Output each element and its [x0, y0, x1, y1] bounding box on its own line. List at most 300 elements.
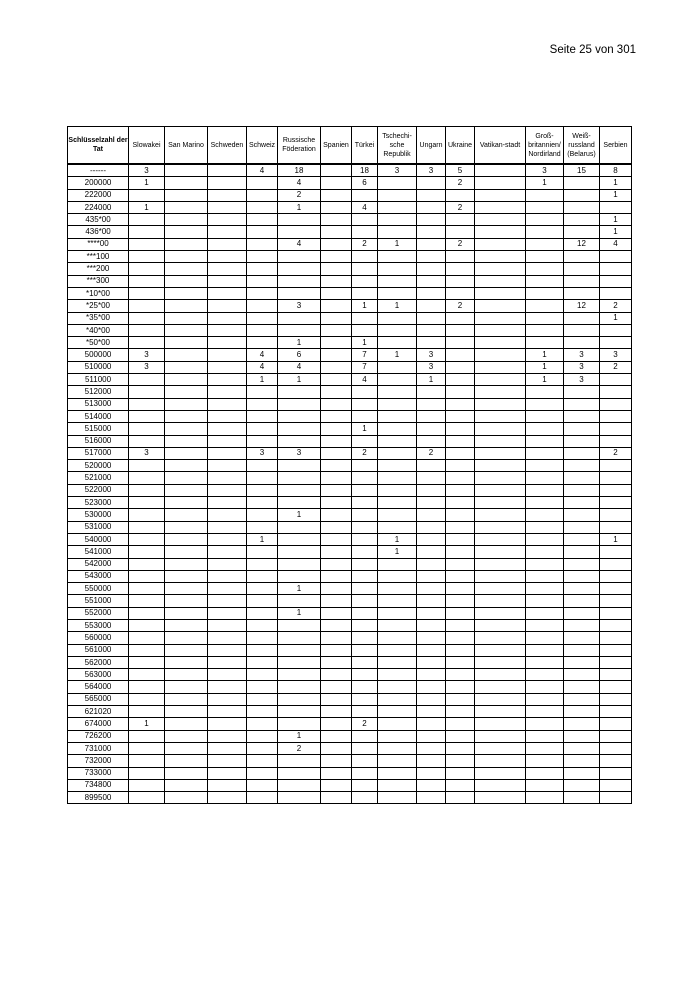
value-cell: [352, 460, 378, 472]
table-row: [68, 595, 632, 607]
value-cell: [321, 730, 352, 742]
value-cell: [600, 755, 632, 767]
value-cell: [208, 300, 247, 312]
table-row: [68, 558, 632, 570]
value-cell: 3: [417, 164, 446, 177]
value-cell: [352, 435, 378, 447]
value-cell: [321, 386, 352, 398]
value-cell: [352, 484, 378, 496]
row-key-cell: 564000: [68, 681, 129, 693]
value-cell: [417, 583, 446, 595]
value-cell: [247, 632, 278, 644]
value-cell: [208, 263, 247, 275]
row-key-cell: 541000: [68, 546, 129, 558]
value-cell: [526, 386, 564, 398]
row-key-cell: ***300: [68, 275, 129, 287]
value-cell: 2: [446, 201, 475, 213]
table-row: [68, 533, 632, 545]
value-cell: [475, 706, 526, 718]
value-cell: [446, 632, 475, 644]
row-key-cell: 552000: [68, 607, 129, 619]
value-cell: [417, 570, 446, 582]
value-cell: [247, 324, 278, 336]
value-cell: [321, 742, 352, 754]
value-cell: [208, 275, 247, 287]
value-cell: [600, 460, 632, 472]
value-cell: [526, 460, 564, 472]
value-cell: [208, 386, 247, 398]
value-cell: [165, 275, 208, 287]
value-cell: [417, 201, 446, 213]
value-cell: [564, 423, 600, 435]
value-cell: [165, 669, 208, 681]
value-cell: [564, 460, 600, 472]
value-cell: [247, 263, 278, 275]
row-key-cell: ****00: [68, 238, 129, 250]
table-row: [68, 410, 632, 422]
table-row: [68, 287, 632, 299]
value-cell: 1: [378, 300, 417, 312]
value-cell: [600, 619, 632, 631]
table-row: [68, 779, 632, 791]
value-cell: [278, 619, 321, 631]
value-cell: [564, 607, 600, 619]
value-cell: [165, 742, 208, 754]
value-cell: [247, 398, 278, 410]
table-row: [68, 238, 632, 250]
value-cell: 2: [417, 447, 446, 459]
value-cell: [321, 312, 352, 324]
value-cell: [564, 779, 600, 791]
value-cell: [446, 447, 475, 459]
value-cell: [475, 619, 526, 631]
value-cell: [321, 374, 352, 386]
value-cell: 1: [378, 533, 417, 545]
value-cell: [165, 398, 208, 410]
value-cell: [600, 435, 632, 447]
value-cell: [129, 693, 165, 705]
value-cell: [278, 570, 321, 582]
value-cell: [352, 275, 378, 287]
value-cell: [446, 570, 475, 582]
row-key-cell: 561000: [68, 644, 129, 656]
table-row: [68, 398, 632, 410]
value-cell: [247, 410, 278, 422]
value-cell: [321, 779, 352, 791]
value-cell: [352, 263, 378, 275]
value-cell: [600, 632, 632, 644]
value-cell: [378, 226, 417, 238]
row-key-cell: 514000: [68, 410, 129, 422]
value-cell: [526, 509, 564, 521]
value-cell: [600, 644, 632, 656]
value-cell: [526, 398, 564, 410]
value-cell: [278, 693, 321, 705]
value-cell: [378, 460, 417, 472]
value-cell: [475, 423, 526, 435]
value-cell: [321, 435, 352, 447]
value-cell: [446, 312, 475, 324]
value-cell: [208, 177, 247, 189]
value-cell: [352, 214, 378, 226]
value-cell: 15: [564, 164, 600, 177]
value-cell: [378, 607, 417, 619]
value-cell: [378, 730, 417, 742]
value-cell: [564, 693, 600, 705]
value-cell: [278, 755, 321, 767]
value-cell: [247, 337, 278, 349]
value-cell: [475, 238, 526, 250]
value-cell: [526, 226, 564, 238]
value-cell: [475, 767, 526, 779]
value-cell: [526, 521, 564, 533]
value-cell: 7: [352, 349, 378, 361]
table-row: [68, 521, 632, 533]
value-cell: 1: [600, 189, 632, 201]
value-cell: [278, 779, 321, 791]
value-cell: [247, 570, 278, 582]
value-cell: 1: [247, 374, 278, 386]
value-cell: [526, 693, 564, 705]
value-cell: [600, 669, 632, 681]
row-key-cell: ***100: [68, 251, 129, 263]
value-cell: [526, 287, 564, 299]
value-cell: [129, 312, 165, 324]
value-cell: 1: [129, 201, 165, 213]
value-cell: [208, 533, 247, 545]
value-cell: [208, 521, 247, 533]
row-key-cell: 540000: [68, 533, 129, 545]
value-cell: [417, 497, 446, 509]
value-cell: [417, 177, 446, 189]
row-key-cell: 563000: [68, 669, 129, 681]
value-cell: [446, 644, 475, 656]
value-cell: [446, 226, 475, 238]
value-cell: [352, 742, 378, 754]
value-cell: [526, 189, 564, 201]
value-cell: [278, 767, 321, 779]
value-cell: [165, 164, 208, 177]
value-cell: 1: [278, 374, 321, 386]
value-cell: [321, 300, 352, 312]
value-cell: [564, 595, 600, 607]
value-cell: [378, 337, 417, 349]
value-cell: [208, 374, 247, 386]
value-cell: [208, 423, 247, 435]
row-key-cell: *40*00: [68, 324, 129, 336]
value-cell: [352, 706, 378, 718]
value-cell: [352, 730, 378, 742]
value-cell: 4: [247, 349, 278, 361]
table-row: [68, 226, 632, 238]
value-cell: [526, 410, 564, 422]
value-cell: [526, 312, 564, 324]
value-cell: [526, 447, 564, 459]
row-key-cell: 515000: [68, 423, 129, 435]
value-cell: [352, 767, 378, 779]
value-cell: [526, 201, 564, 213]
value-cell: [129, 300, 165, 312]
value-cell: [208, 558, 247, 570]
value-cell: [600, 337, 632, 349]
value-cell: [600, 324, 632, 336]
value-cell: [446, 607, 475, 619]
value-cell: [417, 251, 446, 263]
value-cell: [600, 693, 632, 705]
value-cell: [600, 779, 632, 791]
value-cell: [446, 484, 475, 496]
row-key-cell: 899500: [68, 792, 129, 804]
value-cell: [129, 374, 165, 386]
value-cell: [129, 287, 165, 299]
value-cell: [564, 251, 600, 263]
value-cell: [475, 189, 526, 201]
value-cell: [165, 226, 208, 238]
value-cell: [321, 558, 352, 570]
table-row: [68, 656, 632, 668]
table-row: [68, 619, 632, 631]
row-key-cell: 520000: [68, 460, 129, 472]
table-row: [68, 189, 632, 201]
value-cell: [378, 693, 417, 705]
value-cell: [129, 742, 165, 754]
table-row: [68, 300, 632, 312]
value-cell: [247, 607, 278, 619]
value-cell: [417, 779, 446, 791]
value-cell: [564, 669, 600, 681]
value-cell: [278, 398, 321, 410]
row-key-cell: 621020: [68, 706, 129, 718]
value-cell: [208, 546, 247, 558]
value-cell: [208, 656, 247, 668]
value-cell: [600, 472, 632, 484]
row-key-cell: 522000: [68, 484, 129, 496]
value-cell: [321, 693, 352, 705]
value-cell: [129, 644, 165, 656]
value-cell: [129, 730, 165, 742]
value-cell: [208, 324, 247, 336]
table-row: [68, 275, 632, 287]
table-header: [68, 127, 632, 165]
column-header-country: Spanien: [321, 127, 352, 165]
value-cell: [247, 300, 278, 312]
value-cell: [247, 287, 278, 299]
value-cell: [165, 386, 208, 398]
value-cell: [129, 706, 165, 718]
value-cell: [417, 263, 446, 275]
value-cell: [475, 632, 526, 644]
value-cell: [165, 263, 208, 275]
value-cell: [526, 644, 564, 656]
value-cell: [165, 558, 208, 570]
value-cell: 12: [564, 300, 600, 312]
value-cell: [352, 287, 378, 299]
value-cell: [352, 398, 378, 410]
value-cell: [208, 447, 247, 459]
value-cell: [475, 583, 526, 595]
column-header-key: Schlüsselzahl der Tat: [68, 127, 129, 165]
value-cell: [278, 312, 321, 324]
value-cell: [475, 607, 526, 619]
value-cell: 3: [564, 349, 600, 361]
value-cell: [475, 644, 526, 656]
row-key-cell: 200000: [68, 177, 129, 189]
value-cell: [321, 251, 352, 263]
row-key-cell: 550000: [68, 583, 129, 595]
value-cell: [446, 669, 475, 681]
value-cell: [475, 742, 526, 754]
value-cell: [321, 447, 352, 459]
value-cell: [475, 361, 526, 373]
value-cell: [278, 497, 321, 509]
table-row: [68, 386, 632, 398]
value-cell: [247, 767, 278, 779]
value-cell: [475, 275, 526, 287]
value-cell: [352, 792, 378, 804]
value-cell: [417, 730, 446, 742]
value-cell: [564, 275, 600, 287]
value-cell: [321, 201, 352, 213]
value-cell: [378, 718, 417, 730]
value-cell: [475, 226, 526, 238]
table-row: [68, 509, 632, 521]
value-cell: [378, 583, 417, 595]
value-cell: [129, 386, 165, 398]
table-row: [68, 706, 632, 718]
value-cell: [352, 632, 378, 644]
value-cell: [446, 361, 475, 373]
value-cell: [208, 767, 247, 779]
value-cell: [378, 435, 417, 447]
row-key-cell: 551000: [68, 595, 129, 607]
value-cell: [600, 730, 632, 742]
value-cell: [378, 681, 417, 693]
value-cell: [129, 792, 165, 804]
value-cell: [378, 595, 417, 607]
value-cell: [208, 312, 247, 324]
value-cell: [208, 583, 247, 595]
value-cell: [446, 472, 475, 484]
value-cell: [352, 509, 378, 521]
value-cell: [321, 656, 352, 668]
value-cell: [446, 546, 475, 558]
value-cell: [446, 742, 475, 754]
value-cell: [526, 251, 564, 263]
value-cell: [564, 632, 600, 644]
value-cell: [417, 189, 446, 201]
value-cell: [352, 472, 378, 484]
value-cell: [165, 324, 208, 336]
value-cell: [321, 767, 352, 779]
value-cell: [247, 423, 278, 435]
value-cell: [321, 546, 352, 558]
value-cell: [564, 472, 600, 484]
value-cell: [417, 386, 446, 398]
value-cell: 4: [247, 361, 278, 373]
value-cell: [446, 779, 475, 791]
row-key-cell: 531000: [68, 521, 129, 533]
value-cell: [475, 374, 526, 386]
value-cell: [208, 619, 247, 631]
value-cell: [208, 595, 247, 607]
value-cell: [321, 632, 352, 644]
value-cell: 3: [417, 361, 446, 373]
value-cell: 2: [600, 447, 632, 459]
value-cell: [417, 546, 446, 558]
value-cell: 1: [352, 423, 378, 435]
value-cell: [278, 521, 321, 533]
value-cell: [321, 484, 352, 496]
row-key-cell: 726200: [68, 730, 129, 742]
value-cell: [564, 226, 600, 238]
value-cell: 2: [446, 300, 475, 312]
value-cell: 4: [278, 238, 321, 250]
value-cell: [475, 472, 526, 484]
value-cell: [600, 706, 632, 718]
value-cell: [446, 398, 475, 410]
value-cell: [321, 460, 352, 472]
row-key-cell: *50*00: [68, 337, 129, 349]
value-cell: [526, 583, 564, 595]
value-cell: [564, 755, 600, 767]
value-cell: 4: [278, 361, 321, 373]
value-cell: [165, 718, 208, 730]
value-cell: [208, 706, 247, 718]
value-cell: [417, 706, 446, 718]
row-key-cell: 224000: [68, 201, 129, 213]
value-cell: [247, 619, 278, 631]
value-cell: [352, 497, 378, 509]
value-cell: [446, 435, 475, 447]
table-row: [68, 214, 632, 226]
value-cell: [165, 251, 208, 263]
value-cell: [446, 706, 475, 718]
table-row: [68, 546, 632, 558]
value-cell: [321, 275, 352, 287]
value-cell: [247, 189, 278, 201]
value-cell: 3: [129, 349, 165, 361]
value-cell: [475, 693, 526, 705]
value-cell: [165, 693, 208, 705]
value-cell: [526, 619, 564, 631]
value-cell: [475, 546, 526, 558]
value-cell: 1: [247, 533, 278, 545]
value-cell: [526, 275, 564, 287]
value-cell: [129, 251, 165, 263]
value-cell: [321, 263, 352, 275]
value-cell: [278, 681, 321, 693]
column-header-country: Schweiz: [247, 127, 278, 165]
value-cell: [564, 287, 600, 299]
value-cell: [165, 484, 208, 496]
value-cell: [129, 767, 165, 779]
value-cell: 2: [278, 189, 321, 201]
value-cell: 6: [278, 349, 321, 361]
column-header-country: Groß-britannien/ Nordirland: [526, 127, 564, 165]
table-row: [68, 201, 632, 213]
value-cell: [165, 374, 208, 386]
value-cell: [378, 472, 417, 484]
value-cell: [378, 644, 417, 656]
value-cell: [129, 238, 165, 250]
value-cell: [247, 177, 278, 189]
value-cell: [129, 656, 165, 668]
value-cell: [208, 238, 247, 250]
row-key-cell: *25*00: [68, 300, 129, 312]
value-cell: [600, 275, 632, 287]
value-cell: [165, 767, 208, 779]
value-cell: [247, 484, 278, 496]
